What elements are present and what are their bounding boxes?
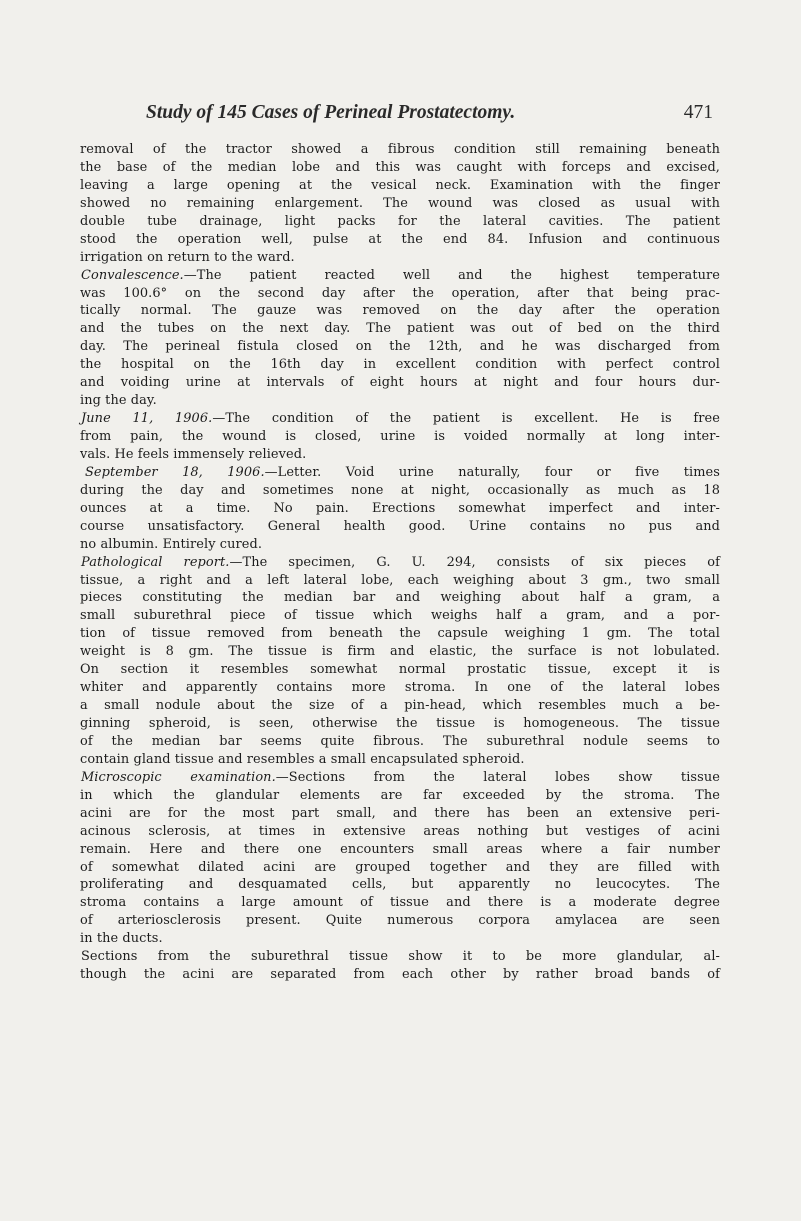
line-text: ing the day. xyxy=(80,393,157,409)
text-line xyxy=(80,733,720,751)
line-text: pieces constituting the median bar and weighing about half a gram, a xyxy=(80,590,720,606)
text-line xyxy=(80,769,720,787)
text-line xyxy=(80,841,720,859)
line-text: On section it resembles somewhat normal prostatic tissue, except it is xyxy=(80,662,720,678)
line-text: irrigation on return to the ward. xyxy=(80,249,295,265)
line-text: of arteriosclerosis present. Quite numerous corpora amylacea are seen xyxy=(80,913,720,929)
text-line xyxy=(80,966,720,984)
text-line xyxy=(80,805,720,823)
paragraph-lead: Pathological report. xyxy=(81,554,230,570)
line-text: whiter and apparently contains more stroma. In one of the lateral lobes xyxy=(80,680,720,696)
running-head-title: Study of 145 Cases of Perineal Prostatectomy. xyxy=(146,102,516,123)
line-text: acinous sclerosis, at times in extensive areas nothing but vestiges of acini xyxy=(80,823,720,839)
text-line xyxy=(80,589,720,607)
line-text: during the day and sometimes none at night, occasionally as much as 18 xyxy=(80,482,720,498)
text-line xyxy=(80,392,720,410)
text-line xyxy=(80,518,720,536)
line-text: course unsatisfactory. General health good. Urine contains no pus and xyxy=(80,518,720,534)
text-line xyxy=(80,410,720,428)
line-text: vals. He feels immensely relieved. xyxy=(80,446,307,462)
line-text: the base of the median lobe and this was caught with forceps and excised, xyxy=(80,159,720,175)
text-line xyxy=(80,338,720,356)
body-text xyxy=(80,141,720,984)
text-line xyxy=(80,787,720,805)
text-line xyxy=(80,428,720,446)
text-line xyxy=(80,302,720,320)
line-text: in which the glandular elements are far exceeded by the stroma. The xyxy=(80,787,720,803)
text-line xyxy=(80,679,720,697)
line-text: —Sections from the lateral lobes show tissue xyxy=(275,769,720,785)
text-line xyxy=(80,464,720,482)
text-line xyxy=(80,894,720,912)
text-line xyxy=(80,823,720,841)
text-line xyxy=(80,715,720,733)
text-line xyxy=(80,500,720,518)
text-line xyxy=(80,267,720,285)
running-head xyxy=(146,100,666,126)
text-line xyxy=(80,948,720,966)
line-text: and voiding urine at intervals of eight hours at night and four hours dur- xyxy=(80,375,720,391)
text-line xyxy=(80,643,720,661)
text-line xyxy=(80,930,720,948)
text-line xyxy=(80,625,720,643)
line-text: no albumin. Entirely cured. xyxy=(80,536,263,552)
text-line xyxy=(80,697,720,715)
text-line xyxy=(80,572,720,590)
text-line xyxy=(80,356,720,374)
text-line xyxy=(80,446,720,464)
text-line xyxy=(80,249,720,267)
text-line xyxy=(80,231,720,249)
line-text: from pain, the wound is closed, urine is voided normally at long inter- xyxy=(80,429,720,444)
line-text: small suburethral piece of tissue which weighs half a gram, and a por- xyxy=(80,608,720,624)
line-text: of the median bar seems quite fibrous. The suburethral nodule seems to xyxy=(80,733,720,749)
line-text: ounces at a time. No pain. Erections somewhat imperfect and inter- xyxy=(80,500,720,516)
line-text: —The condition of the patient is excellent. He is free xyxy=(212,411,721,427)
text-line xyxy=(80,320,720,338)
line-text: tically normal. The gauze was removed on the day after the operation xyxy=(80,303,720,319)
text-line xyxy=(80,607,720,625)
line-text: contain gland tissue and resembles a small encapsulated spheroid. xyxy=(80,751,525,767)
line-text: weight is 8 gm. The tissue is firm and elastic, the surface is not lobulated. xyxy=(80,644,720,660)
text-line xyxy=(80,661,720,679)
text-line xyxy=(80,177,720,195)
text-line xyxy=(80,876,720,894)
paragraph-lead: June 11, 1906. xyxy=(81,411,213,427)
line-text: day. The perineal fistula closed on the 12th, and he was discharged from xyxy=(80,339,720,355)
line-text: ginning spheroid, is seen, otherwise the tissue is homogeneous. The tissue xyxy=(80,716,720,731)
line-text: leaving a large opening at the vesical neck. Examination with the finger xyxy=(80,177,720,193)
text-line xyxy=(80,141,720,159)
text-line xyxy=(80,195,720,213)
line-text: double tube drainage, light packs for the lateral cavities. The patient xyxy=(80,213,720,229)
text-line xyxy=(80,751,720,769)
line-text: —Letter. Void urine naturally, four or five times xyxy=(264,464,720,480)
text-line xyxy=(80,159,720,177)
line-text: though the acini are separated from each other by rather broad bands of xyxy=(80,967,720,983)
page-number: 471 xyxy=(683,102,713,123)
line-text: —The patient reacted well and the highest temperature xyxy=(183,267,720,283)
line-text: of somewhat dilated acini are grouped together and they are filled with xyxy=(80,859,720,875)
line-text: in the ducts. xyxy=(80,931,163,947)
text-line xyxy=(80,554,720,572)
paragraph-lead: Microscopic examination. xyxy=(81,769,276,785)
line-text: Sections from the suburethral tissue show it to be more glandular, al- xyxy=(81,949,720,965)
text-line xyxy=(80,213,720,231)
line-text: proliferating and desquamated cells, but apparently no leucocytes. The xyxy=(80,877,720,893)
paragraph-lead: Convalescence. xyxy=(81,267,184,283)
line-text: stood the operation well, pulse at the end 84. Infusion and continuous xyxy=(80,231,720,247)
line-text: a small nodule about the size of a pin-head, which resembles much a be- xyxy=(80,698,720,714)
text-line xyxy=(80,536,720,554)
text-line xyxy=(80,912,720,930)
text-line xyxy=(80,859,720,877)
line-text: —The specimen, G. U. 294, consists of six pieces of xyxy=(229,554,720,570)
line-text: tion of tissue removed from beneath the capsule weighing 1 gm. The total xyxy=(80,626,720,642)
line-text: the hospital on the 16th day in excellent condition with perfect control xyxy=(80,357,720,373)
text-line xyxy=(80,285,720,303)
line-text: acini are for the most part small, and there has been an extensive peri- xyxy=(80,805,720,821)
line-text: tissue, a right and a left lateral lobe, each weighing about 3 gm., two small xyxy=(80,572,720,588)
paragraph-lead: September 18, 1906. xyxy=(85,464,265,480)
text-line xyxy=(80,374,720,392)
line-text: removal of the tractor showed a fibrous condition still remaining beneath xyxy=(80,142,720,157)
line-text: and the tubes on the next day. The patient was out of bed on the third xyxy=(80,321,720,337)
line-text: remain. Here and there one encounters small areas where a fair number xyxy=(80,841,720,857)
line-text: was 100.6° on the second day after the operation, after that being prac- xyxy=(80,285,720,301)
line-text: showed no remaining enlargement. The wound was closed as usual with xyxy=(80,195,720,211)
line-text: stroma contains a large amount of tissue and there is a moderate degree xyxy=(80,895,720,911)
text-line xyxy=(80,482,720,500)
